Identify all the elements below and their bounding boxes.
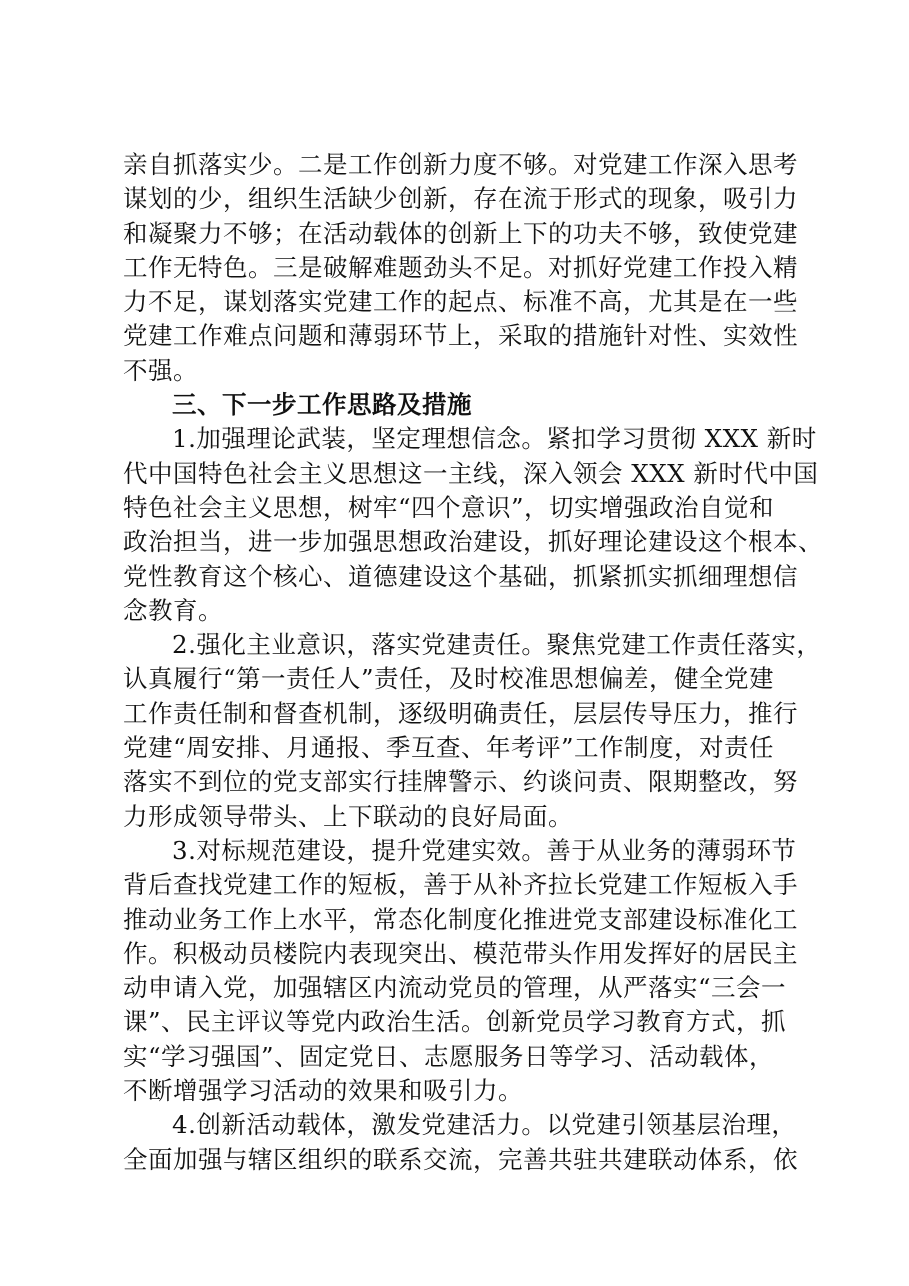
text-line: 不断增强学习活动的效果和吸引力。	[123, 1076, 523, 1106]
text-line: 亲自抓落实少。二是工作创新力度不够。对党建工作深入思考	[123, 150, 798, 179]
text-line: 工作责任制和督查机制，逐级明确责任，层层传导压力，推行	[123, 698, 798, 728]
text-line: 推动业务工作上水平，常态化制度化推进党支部建设标准化工	[123, 904, 798, 934]
text-line: 党建“周安排、月通报、季互查、年考评”工作制度，对责任	[123, 733, 775, 763]
text-line: 实“学习强国”、固定党日、志愿服务日等学习、活动载体，	[123, 1041, 775, 1071]
text-line: 3.对标规范建设，提升党建实效。善于从业务的薄弱环节	[172, 835, 797, 865]
text-line: 谋划的少，组织生活缺少创新，存在流于形式的现象，吸引力	[123, 184, 798, 214]
text-line: 政治担当，进一步加强思想政治建设，抓好理论建设这个根本、	[123, 527, 823, 557]
text-line: 力形成领导带头、上下联动的良好局面。	[123, 801, 573, 831]
text-line: 全面加强与辖区组织的联系交流，完善共驻共建联动体系，依	[123, 1144, 798, 1174]
text-line: 1.加强理论武装，坚定理想信念。紧扣学习贯彻 XXX 新时	[172, 424, 817, 454]
text-line: 党性教育这个核心、道德建设这个基础，抓紧抓实抓细理想信	[123, 561, 798, 591]
text-line: 4.创新活动载体，激发党建活力。以党建引领基层治理，	[172, 1110, 797, 1140]
text-line: 背后查找党建工作的短板，善于从补齐拉长党建工作短板入手	[123, 870, 798, 900]
text-line: 落实不到位的党支部实行挂牌警示、约谈问责、限期整改，努	[123, 767, 798, 797]
text-line: 作。积极动员楼院内表现突出、模范带头作用发挥好的居民主	[123, 938, 798, 968]
text-line: 不强。	[123, 355, 198, 385]
text-line: 代中国特色社会主义思想这一主线，深入领会 XXX 新时代中国	[123, 458, 819, 488]
text-line: 工作无特色。三是破解难题劲头不足。对抓好党建工作投入精	[123, 252, 798, 282]
section-heading: 三、下一步工作思路及措施	[172, 390, 472, 420]
text-line: 课”、民主评议等党内政治生活。创新党员学习教育方式，抓	[123, 1007, 787, 1037]
text-line: 2.强化主业意识，落实党建责任。聚焦党建工作责任落实，	[172, 630, 822, 660]
text-line: 认真履行“第一责任人”责任，及时校准思想偏差，健全党建	[123, 664, 775, 694]
text-line: 和凝聚力不够；在活动载体的创新上下的功夫不够，致使党建	[123, 218, 798, 248]
text-line: 党建工作难点问题和薄弱环节上，采取的措施针对性、实效性	[123, 321, 798, 351]
text-line: 力不足，谋划落实党建工作的起点、标准不高，尤其是在一些	[123, 287, 798, 317]
text-line: 念教育。	[123, 595, 223, 625]
text-line: 特色社会主义思想，树牢“四个意识”，切实增强政治自觉和	[123, 492, 775, 522]
text-line: 动申请入党，加强辖区内流动党员的管理，从严落实“三会一	[123, 973, 787, 1003]
document-body	[123, 148, 823, 1177]
